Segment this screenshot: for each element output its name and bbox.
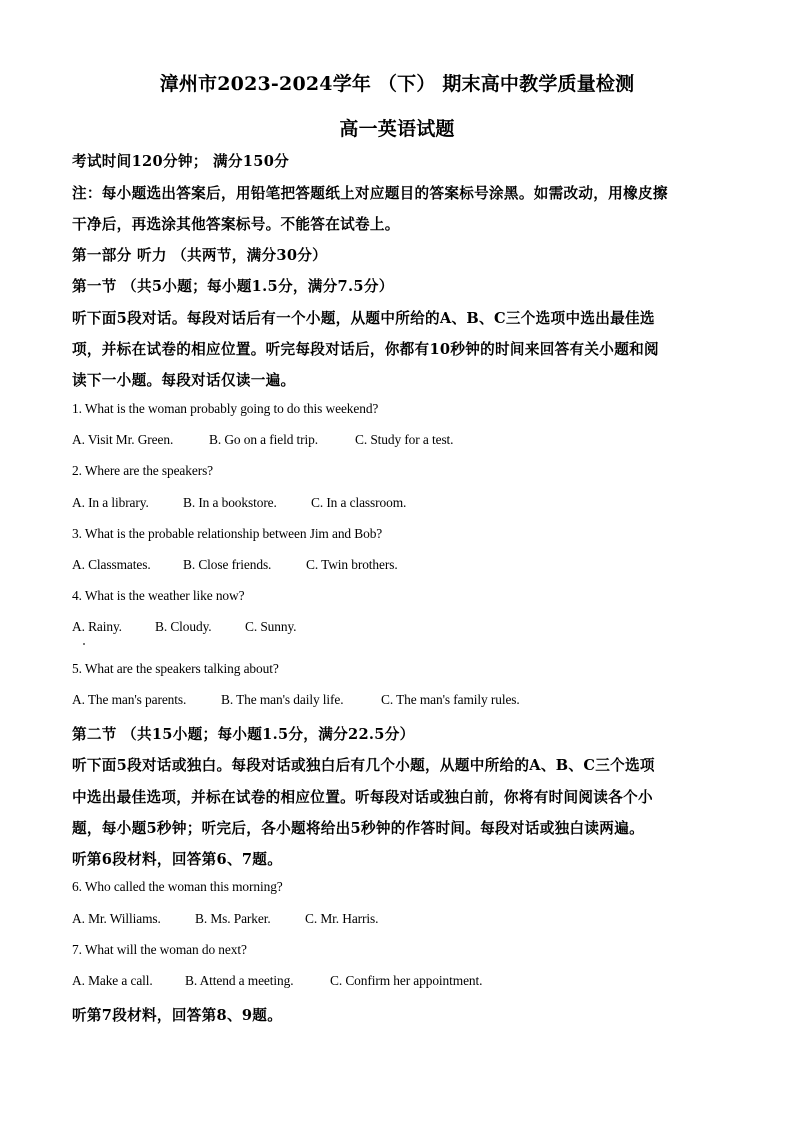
option-b: B. Close friends.	[183, 557, 272, 572]
section2-instruction-2: 中选出最佳选项，并标在试卷的相应位置。听每段对话或独白前，你将有时间阅读各个小	[72, 789, 653, 806]
option-b: B. The man's daily life.	[221, 692, 344, 707]
question-1-options	[72, 432, 722, 448]
option-c: C. Confirm her appointment.	[330, 973, 483, 988]
question-3: 3. What is the probable relationship between Jim and Bob?	[72, 526, 383, 541]
option-b: B. Cloudy.	[155, 619, 212, 634]
material-6-heading: 听第6段材料，回答第6、7题。	[72, 851, 283, 868]
option-c: C. Sunny.	[245, 619, 297, 634]
option-b: B. Ms. Parker.	[195, 911, 271, 926]
question-4-options	[72, 619, 722, 635]
question-7: 7. What will the woman do next?	[72, 942, 247, 957]
stray-mark	[83, 643, 85, 645]
option-a: A. Rainy.	[72, 619, 122, 634]
material-7-heading: 听第7段材料，回答第8、9题。	[72, 1007, 283, 1024]
option-a: A. Mr. Williams.	[72, 911, 161, 926]
question-6-options	[72, 911, 722, 927]
note-line-2: 干净后，再选涂其他答案标号。不能答在试卷上。	[72, 216, 400, 233]
question-1: 1. What is the woman probably going to do this weekend?	[72, 401, 379, 416]
section1-instruction-3: 读下一小题。每段对话仅读一遍。	[72, 372, 296, 389]
part1-heading: 第一部分 听力 （共两节，满分30分）	[72, 247, 328, 264]
option-c: C. The man's family rules.	[381, 692, 520, 707]
question-7-options	[72, 973, 722, 989]
option-a: A. Visit Mr. Green.	[72, 432, 174, 447]
section1-heading: 第一节 （共5小题；每小题1.5分，满分7.5分）	[72, 278, 394, 295]
section1-instruction-1: 听下面5段对话。每段对话后有一个小题，从题中所给的A、B、C三个选项中选出最佳选	[72, 310, 655, 327]
question-5: 5. What are the speakers talking about?	[72, 661, 279, 676]
option-a: A. Make a call.	[72, 973, 153, 988]
exam-title: 漳州市2023-2024学年 （下） 期末高中教学质量检测	[159, 73, 635, 95]
option-b: B. Attend a meeting.	[185, 973, 294, 988]
option-b: B. Go on a field trip.	[209, 432, 318, 447]
question-2-options	[72, 495, 722, 511]
option-a: A. The man's parents.	[72, 692, 187, 707]
question-3-options	[72, 557, 722, 573]
option-c: C. In a classroom.	[311, 495, 407, 510]
section2-instruction-1: 听下面5段对话或独白。每段对话或独白后有几个小题，从题中所给的A、B、C三个选项	[72, 757, 655, 774]
option-c: C. Study for a test.	[355, 432, 454, 447]
option-c: C. Mr. Harris.	[305, 911, 379, 926]
question-6: 6. Who called the woman this morning?	[72, 879, 283, 894]
option-c: C. Twin brothers.	[306, 557, 398, 572]
exam-time-info: 考试时间120分钟； 满分150分	[72, 153, 290, 170]
question-5-options	[72, 692, 722, 708]
option-a: A. Classmates.	[72, 557, 151, 572]
option-a: A. In a library.	[72, 495, 149, 510]
option-b: B. In a bookstore.	[183, 495, 277, 510]
section2-instruction-3: 题，每小题5秒钟；听完后，各小题将给出5秒钟的作答时间。每段对话或独白读两遍。	[72, 820, 644, 837]
section1-instruction-2: 项，并标在试卷的相应位置。听完每段对话后，你都有10秒钟的时间来回答有关小题和阅	[72, 341, 659, 358]
section2-heading: 第二节 （共15小题；每小题1.5分，满分22.5分）	[72, 726, 415, 743]
question-2: 2. Where are the speakers?	[72, 463, 214, 478]
question-4: 4. What is the weather like now?	[72, 588, 245, 603]
note-line-1: 注：每小题选出答案后，用铅笔把答题纸上对应题目的答案标号涂黑。如需改动，用橡皮擦	[72, 185, 668, 202]
exam-subtitle: 高一英语试题	[339, 118, 455, 140]
